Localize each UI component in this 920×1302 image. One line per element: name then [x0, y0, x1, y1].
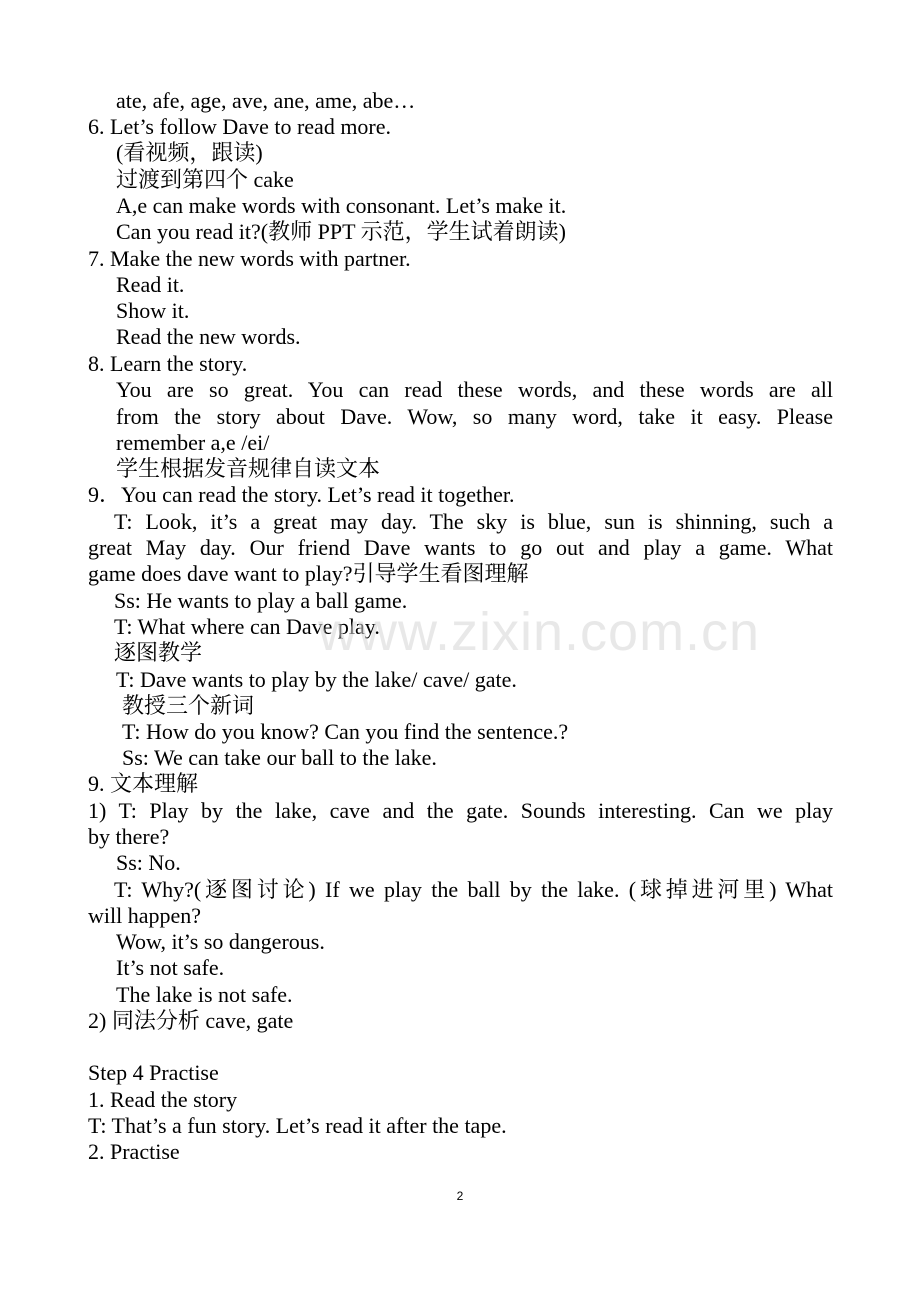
page-number: 2	[456, 1189, 464, 1203]
paragraph-line: game does dave want to play?引导学生看图理解	[88, 561, 529, 586]
list-item-9: 9．You can read the story. Let’s read it together.	[88, 482, 515, 507]
paragraph-line: T: Why?(逐图讨论) If we play the ball by the lake. (球掉进河里) What	[114, 877, 833, 902]
section-heading: Step 4 Practise	[88, 1060, 219, 1085]
paragraph-line: by there?	[88, 824, 170, 849]
list-item-9b: 9. 文本理解	[88, 771, 199, 796]
list-item-8: 8. Learn the story.	[88, 351, 248, 376]
list-item-7: 7. Make the new words with partner.	[88, 246, 411, 271]
dialogue-line: T: What where can Dave play.	[114, 614, 380, 639]
text-line: 逐图教学	[114, 640, 203, 665]
list-item-2b: 2. Practise	[88, 1139, 180, 1164]
paragraph-line: 1) T: Play by the lake, cave and the gate. Sounds interesting. Can we play	[88, 798, 833, 823]
paragraph-line: from the story about Dave. Wow, so many word, take it easy. Please	[116, 404, 833, 429]
text-line: It’s not safe.	[116, 955, 225, 980]
text-line: Wow, it’s so dangerous.	[116, 929, 325, 954]
watermark: www.zixin.com.cn	[318, 602, 761, 662]
text-line: Read it.	[116, 272, 185, 297]
text-line: The lake is not safe.	[116, 982, 293, 1007]
text-line: Can you read it?(教师 PPT 示范，学生试着朗读)	[116, 219, 566, 244]
list-item-2: 2) 同法分析 cave, gate	[88, 1008, 294, 1033]
dialogue-line: T: How do you know? Can you find the sentence.?	[122, 719, 569, 744]
dialogue-line: Ss: He wants to play a ball game.	[114, 588, 408, 613]
text-line: T: That’s a fun story. Let’s read it after the tape.	[88, 1113, 507, 1138]
paragraph-line: great May day. Our friend Dave wants to go out and play a game. What	[88, 535, 833, 560]
text-line: Read the new words.	[116, 324, 301, 349]
list-item-1: 1. Read the story	[88, 1087, 238, 1112]
text-line: 教授三个新词	[122, 693, 255, 718]
text-line: Show it.	[116, 298, 190, 323]
text-line: (看视频，跟读)	[116, 140, 263, 165]
text-line: 学生根据发音规律自读文本	[116, 456, 381, 481]
paragraph-line: will happen?	[88, 903, 202, 928]
text-line: 过渡到第四个 cake	[116, 167, 294, 192]
text-line: A,e can make words with consonant. Let’s make it.	[116, 193, 567, 218]
dialogue-line: Ss: No.	[116, 850, 181, 875]
list-item-6: 6. Let’s follow Dave to read more.	[88, 114, 392, 139]
paragraph-line: You are so great. You can read these words, and these words are all	[116, 377, 833, 402]
paragraph-line: T: Look, it’s a great may day. The sky is blue, sun is shinning, such a	[114, 509, 833, 534]
paragraph-line: remember a,e /ei/	[116, 430, 270, 455]
text-line: ate, afe, age, ave, ane, ame, abe…	[116, 88, 416, 113]
dialogue-line: Ss: We can take our ball to the lake.	[122, 745, 437, 770]
dialogue-line: T: Dave wants to play by the lake/ cave/ gate.	[116, 667, 517, 692]
